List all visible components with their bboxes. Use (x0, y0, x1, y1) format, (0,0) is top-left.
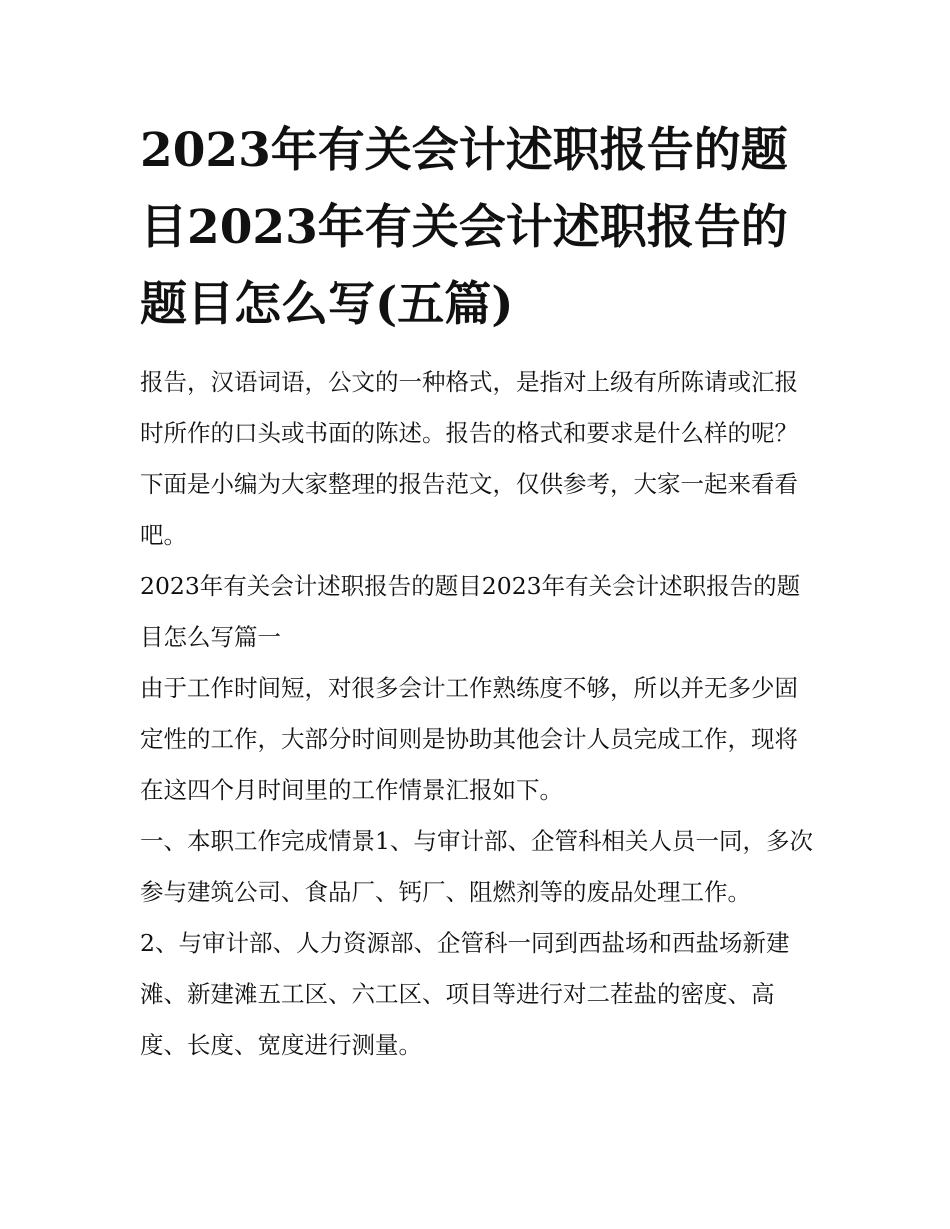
body-paragraph: 由于工作时间短，对很多会计工作熟练度不够，所以并无多少固定性的工作，大部分时间则是协助其他会计人员完成工作，现将在这四个月时间里的工作情景汇报如下。 (140, 674, 798, 804)
document-title: 2023年有关会计述职报告的题目2023年有关会计述职报告的题目怎么写(五篇) (140, 123, 788, 332)
document-page (140, 112, 815, 1071)
section-heading: 2023年有关会计述职报告的题目2023年有关会计述职报告的题目怎么写篇一 (140, 572, 801, 651)
body-paragraph: 2、与审计部、人力资源部、企管科一同到西盐场和西盐场新建滩、新建滩五工区、六工区、项目等进行对二茬盐的密度、高度、长度、宽度进行测量。 (140, 929, 790, 1059)
body-paragraph: 一、本职工作完成情景1、与审计部、企管科相关人员一同，多次参与建筑公司、食品厂、钙厂、阻燃剂等的废品处理工作。 (140, 827, 813, 906)
intro-paragraph: 报告，汉语词语，公文的一种格式，是指对上级有所陈请或汇报时所作的口头或书面的陈述。报告的格式和要求是什么样的呢？下面是小编为大家整理的报告范文，仅供参考，大家一起来看看吧。 (140, 368, 798, 549)
